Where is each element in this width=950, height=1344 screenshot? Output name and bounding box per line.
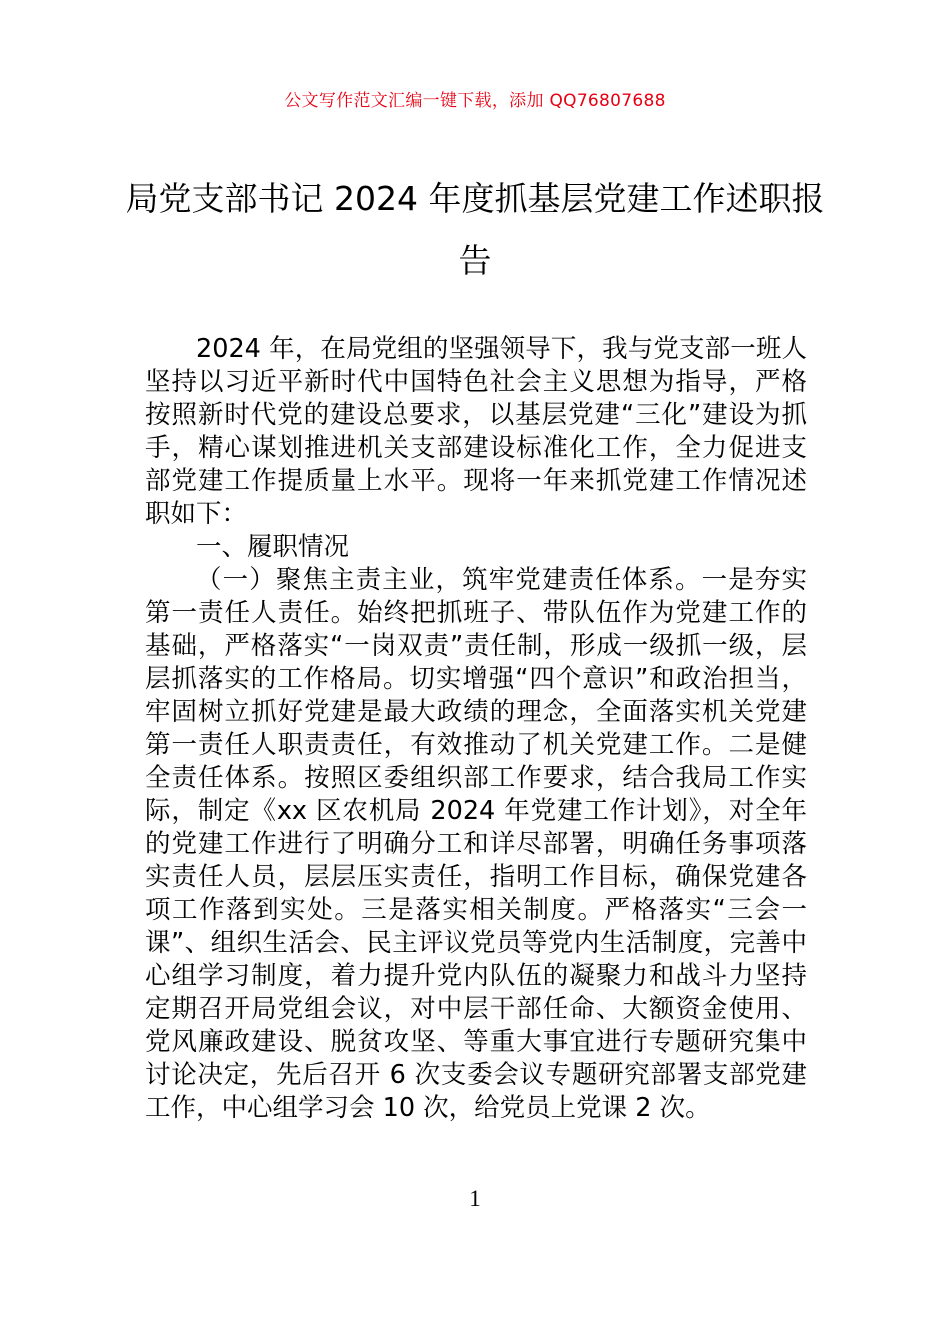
section-heading: 一、履职情况 [196, 532, 350, 562]
download-notice: 公文写作范文汇编一键下载，添加 QQ76807688 [284, 91, 666, 111]
subsection-paragraph: （一）聚焦主责主业，筑牢党建责任体系。一是夯实第一责任人责任。始终把抓班子、带队伍作为党建工作的基础，严格落实“一岗双责”责任制，形成一级抓一级，层层抓落实的工作格局。切实增强“四个意识”和政治担当，牢固树立抓好党建是最大政绩的理念，全面落实机关党建第一责任人职责责任，有效推动了机关党建工作。二是健全责任体系。按照区委组织部工作要求，结合我局工作实际，制定《xx 区农机局 2024 年党建工作计划》，对全年的党建工作进行了明确分工和详尽部署，明确任务事项落实责任人员，层层压实责任，指明工作目标，确保党建各项工作落到实处。三是落实相关制度。严格落实“三会一课”、组织生活会、民主评议党员等党内生活制度，完善中心组学习制度，着力提升党内队伍的凝聚力和战斗力坚持定期召开局党组会议，对中层干部任命、大额资金使用、党风廉政建设、脱贫攻坚、等重大事宜进行专题研究集中讨论决定，先后召开 6 次支委会议专题研究部署支部党建工作，中心组学习会 10 次，给党员上党课 2 次。 [145, 565, 807, 1123]
document-body [145, 333, 807, 1125]
intro-paragraph: 2024 年，在局党组的坚强领导下，我与党支部一班人坚持以习近平新时代中国特色社会主义思想为指导，严格按照新时代党的建设总要求，以基层党建“三化”建设为抓手，精心谋划推进机关支部建设标准化工作，全力促进支部党建工作提质量上水平。现将一年来抓党建工作情况述职如下： [145, 334, 807, 529]
page-number: 1 [469, 1186, 481, 1211]
document-title: 局党支部书记 2024 年度抓基层党建工作述职报告 [125, 179, 825, 280]
